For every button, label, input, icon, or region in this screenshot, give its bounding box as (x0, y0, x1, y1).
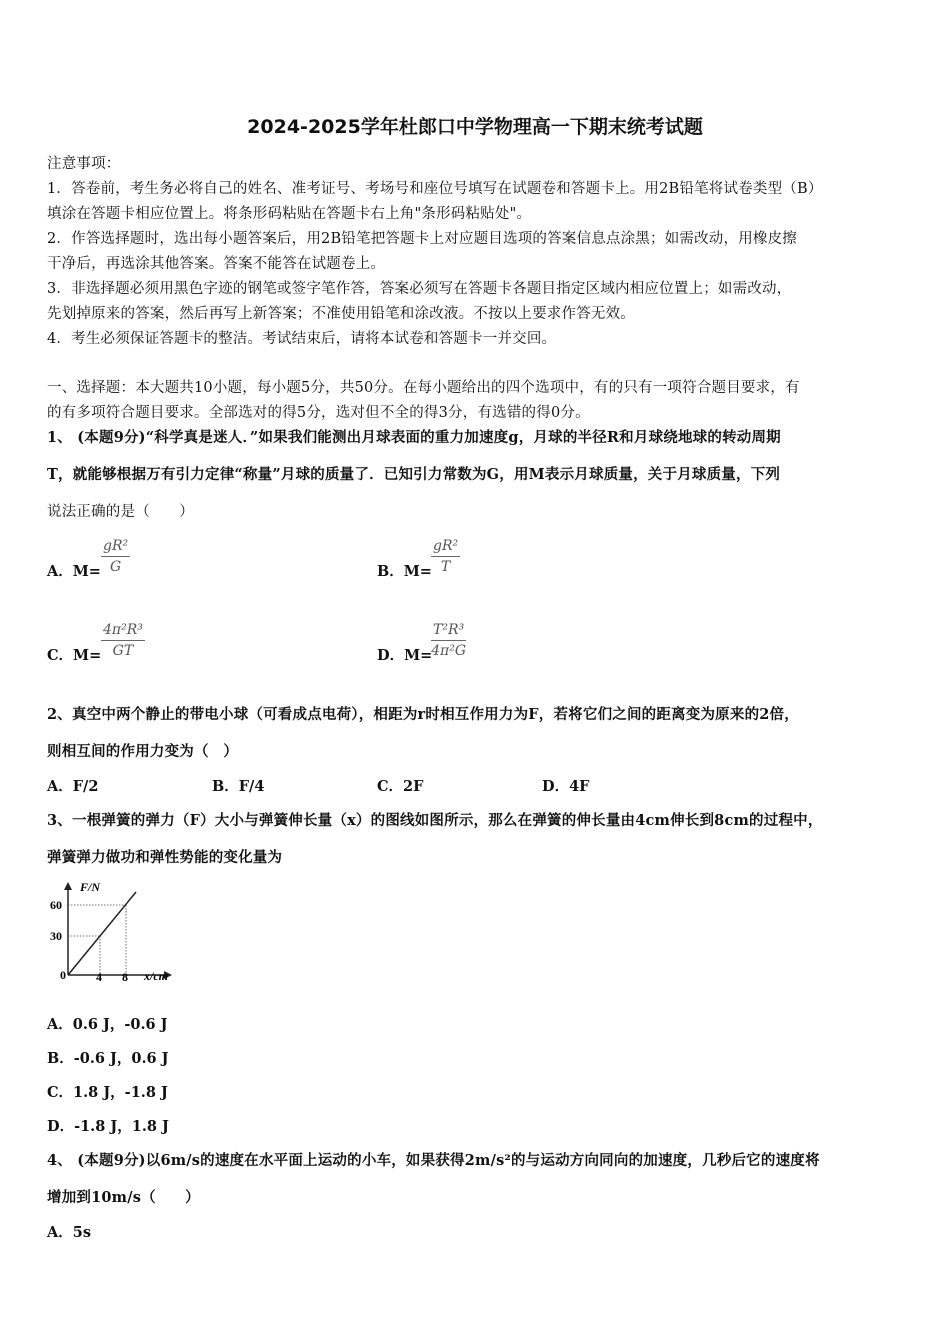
question-2-text: 2、真空中两个静止的带电小球（可看成点电荷），相距为r时相互作用力为F，若将它们之间的距离变为原来的2倍， (47, 706, 799, 723)
q3-option-b: B．-0.6 J，0.6 J (47, 1050, 169, 1067)
option-a-label: A．M= (47, 563, 101, 580)
y-axis-arrow-icon (64, 882, 72, 890)
q3-option-a: A．0.6 J，-0.6 J (47, 1016, 168, 1033)
x-tick-label: 4 (96, 970, 102, 984)
notice-line: 4．考生必须保证答题卡的整洁。考试结束后，请将本试卷和答题卡一并交回。 (47, 331, 557, 347)
option-b-formula (431, 536, 460, 577)
formula-numerator: gR² (431, 536, 460, 557)
option-b-label: B．M= (377, 563, 432, 580)
notice-heading: 注意事项： (47, 156, 121, 172)
q2-option-d: D．4F (542, 778, 590, 795)
formula-denominator: T (440, 559, 451, 575)
notice-line: 2．作答选择题时，选出每小题答案后，用2B铅笔把答题卡上对应题目选项的答案信息点涂黑；如需改动，用橡皮擦 (47, 231, 798, 247)
page-title: 2024-2025学年杜郎口中学物理高一下期末统考试题 (247, 116, 703, 138)
y-tick-label: 60 (50, 898, 62, 912)
question-4-text: 4、 (本题9分)以6m/s的速度在水平面上运动的小车，如果获得2m/s²的与运动方向同向的加速度，几秒后它的速度将 (47, 1152, 820, 1169)
question-4-text: 增加到10m/s（ ） (47, 1189, 200, 1206)
question-1-text: T，就能够根据万有引力定律“称量”月球的质量了．已知引力常数为G，用M表示月球质量，关于月球质量，下列 (47, 466, 781, 483)
formula-numerator: 4π²R³ (101, 620, 145, 641)
formula-denominator: 4π²G (431, 643, 466, 659)
q2-option-a: A．F/2 (47, 778, 99, 795)
section-instructions: 一、选择题：本大题共10小题，每小题5分，共50分。在每小题给出的四个选项中，有的只有一项符合题目要求，有 (47, 380, 800, 396)
q2-option-b: B．F/4 (212, 778, 265, 795)
y-axis-label: F/N (80, 880, 101, 894)
question-3-text: 3、一根弹簧的弹力（F）大小与弹簧伸长量（x）的图线如图所示，那么在弹簧的伸长量由4cm伸长到8cm的过程中， (47, 812, 823, 829)
formula-denominator: G (109, 559, 122, 575)
x-axis-label: x/cm (144, 969, 168, 983)
formula-denominator: GT (112, 643, 134, 659)
q4-option-a: A．5s (47, 1224, 92, 1241)
option-a-formula (101, 536, 130, 577)
notice-line: 填涂在答题卡相应位置上。将条形码粘贴在答题卡右上角"条形码粘贴处"。 (47, 206, 532, 222)
origin-label: 0 (60, 968, 66, 982)
notice-line: 干净后，再选涂其他答案。答案不能答在试题卷上。 (47, 256, 386, 272)
question-3-text: 弹簧弹力做功和弹性势能的变化量为 (47, 849, 283, 866)
x-tick-label: 8 (122, 970, 128, 984)
option-c-formula (101, 620, 145, 661)
spring-force-graph (44, 878, 184, 988)
notice-line: 3．非选择题必须用黑色字迹的钢笔或签字笔作答，答案必须写在答题卡各题目指定区域内相应位置上；如需改动， (47, 281, 792, 297)
question-2-text: 则相互间的作用力变为（ ） (47, 743, 239, 760)
option-c-label: C．M= (47, 647, 102, 664)
formula-numerator: T²R³ (431, 620, 466, 641)
section-instructions: 的有多项符合题目要求。全部选对的得5分，选对但不全的得3分，有选错的得0分。 (47, 405, 590, 421)
y-tick-label: 30 (50, 929, 62, 943)
option-d-formula (431, 620, 466, 661)
option-d-label: D．M= (377, 647, 433, 664)
q2-option-c: C．2F (377, 778, 424, 795)
q3-option-c: C．1.8 J，-1.8 J (47, 1084, 168, 1101)
q3-option-d: D．-1.8 J，1.8 J (47, 1118, 169, 1135)
question-1-text: 说法正确的是（ ） (47, 504, 194, 520)
notice-line: 先划掉原来的答案，然后再写上新答案；不准使用铅笔和涂改液。不按以上要求作答无效。 (47, 306, 635, 322)
question-1-text: 1、 (本题9分)“科学真是迷人．”如果我们能测出月球表面的重力加速度g，月球的半径R和月球绕地球的转动周期 (47, 429, 781, 446)
notice-line: 1．答卷前，考生务必将自己的姓名、准考证号、考场号和座位号填写在试题卷和答题卡上。用2B铅笔将试卷类型（B） (47, 181, 823, 197)
formula-numerator: gR² (101, 536, 130, 557)
